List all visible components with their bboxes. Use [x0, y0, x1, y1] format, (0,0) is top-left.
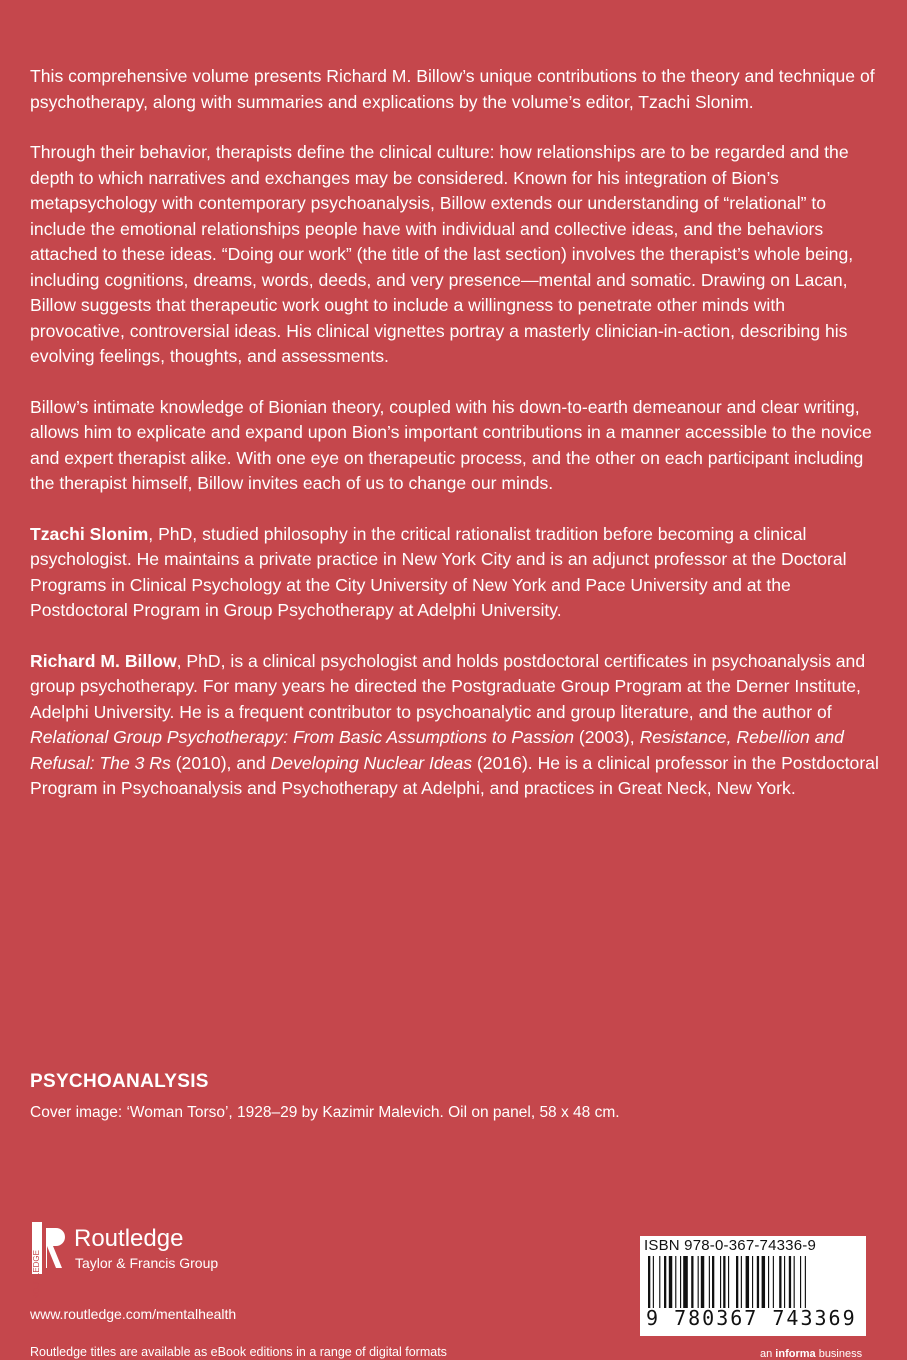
blurb-paragraph-3: Billow’s intimate knowledge of Bionian theory, coupled with his down-to-earth demeanour and clear writing, allows him to explicate and expand upon Bion’s important contributions in a manner accessible to the novice and expert therapist alike. With one eye on therapeutic process, and the other on each participant including the therapist himself, Billow invites each of us to change our minds. — [30, 396, 872, 493]
barcode-digits: 9 780367 743369 — [646, 1306, 857, 1330]
barcode-bar — [728, 1256, 729, 1308]
barcode-bar — [683, 1256, 688, 1308]
barcode-bar — [794, 1256, 795, 1308]
subject-category: PSYCHOANALYSIS — [30, 1071, 209, 1092]
barcode-bar — [659, 1256, 660, 1308]
informa-suffix: business — [815, 1348, 863, 1360]
barcode-bar — [768, 1256, 769, 1308]
book-title-2: Resistance, Rebellion and Refusal: The 3 Rs — [30, 727, 844, 773]
barcode-bar — [762, 1256, 765, 1308]
editor-bio — [30, 522, 882, 624]
author-name: Richard M. Billow — [30, 650, 177, 671]
barcode-bar — [712, 1256, 714, 1308]
informa-prefix: an — [760, 1348, 776, 1360]
barcode-bar — [736, 1256, 738, 1308]
barcode-bar — [741, 1256, 742, 1308]
barcode-bar — [805, 1256, 806, 1308]
barcode-bar — [698, 1256, 699, 1308]
barcode-bar — [784, 1256, 785, 1308]
isbn-label: ISBN 978-0-367-74336-9 — [644, 1237, 817, 1254]
informa-brand: informa — [775, 1348, 816, 1360]
barcode-bar — [773, 1256, 774, 1308]
barcode-bar — [720, 1256, 721, 1308]
ebook-note: Routledge titles are available as eBook editions in a range of digital formats — [30, 1345, 447, 1359]
author-bio-text-1: , PhD, is a clinical psychologist and holds postdoctoral certificates in psychoanalysis and group psychotherapy. For many years he directed the Postgraduate Group Program at the Derner Institute, Adelphi University. He is a frequent contributor to psychoanalytic and group literature, and the author of — [30, 650, 866, 722]
editor-name: Tzachi Slonim — [30, 523, 149, 544]
barcode-bar — [680, 1256, 681, 1308]
publisher-name: Routledge — [74, 1225, 184, 1252]
barcode-bar — [757, 1256, 759, 1308]
barcode-bar — [752, 1256, 753, 1308]
publisher-group: Taylor & Francis Group — [75, 1255, 219, 1271]
barcode-bar — [746, 1256, 749, 1308]
barcode-bar — [779, 1256, 781, 1308]
barcode-bar — [800, 1256, 801, 1308]
barcode-bar — [691, 1256, 693, 1308]
barcode-bar — [709, 1256, 710, 1308]
book-title-1: Relational Group Psychotherapy: From Basic Assumptions to Passion — [30, 727, 575, 747]
blurb-paragraph-1: This comprehensive volume presents Richard M. Billow’s unique contributions to the theory and technique of psychotherapy, along with summaries and explications by the volume’s editor, Tzachi Slonim. — [30, 66, 875, 112]
barcode-bar — [648, 1256, 650, 1308]
blurb-paragraph-2: Through their behavior, therapists define the clinical culture: how relationships are to be regarded and the depth to which narratives and exchanges may be considered. Known for his integration of Bion’s metapsychology with contemporary psychoanalysis, Billow extends our understanding of “relational” to include the emotional relationships people have with individual and collective ideas, and the behaviors attached to these ideas. “Doing our work” (the title of the last section) involves the therapist’s whole being, including cognitions, dreams, words, deeds, and very presence—mental and somatic. Drawing on Lacan, Billow suggests that therapeutic work ought to include a willingness to penetrate other minds with provocative, controversial ideas. His clinical vignettes portray a masterly clinician-in-action, describing his evolving feelings, thoughts, and assessments. — [30, 142, 854, 366]
barcode-bar — [701, 1256, 704, 1308]
barcode-bar — [789, 1256, 791, 1308]
publisher-logo — [30, 1222, 290, 1300]
author-bio-text-4: (2016). He is a clinical professor in the Postdoctoral Program in Psychoanalysis and Psychotherapy at Adelphi, and practices in Great Neck, New York. — [30, 752, 879, 798]
barcode-bar — [669, 1256, 672, 1308]
barcode-bar — [664, 1256, 666, 1308]
logo-side-text: ROUTLEDGE — [32, 1250, 41, 1300]
back-cover-text — [30, 64, 882, 827]
book-title-3: Developing Nuclear Ideas — [270, 752, 473, 773]
author-bio-text-3: (2010), and — [170, 752, 271, 773]
barcode-bar — [675, 1256, 676, 1308]
barcode-bar — [653, 1256, 654, 1308]
editor-bio-text: , PhD, studied philosophy in the critical rationalist tradition before becoming a clinical psychologist. He maintains a private practice in New York City and is an adjunct professor at the Doctoral Programs in Clinical Psychology at the City University of New York and Pace University and at the Postdoctoral Program in Group Psychotherapy at Adelphi University. — [30, 523, 847, 620]
author-bio — [30, 649, 882, 802]
informa-tagline — [760, 1348, 862, 1360]
author-bio-text-2: (2003), — [574, 727, 640, 747]
cover-image-credit: Cover image: ‘Woman Torso’, 1928–29 by Kazimir Malevich. Oil on panel, 58 x 48 cm. — [30, 1104, 620, 1121]
barcode-bar — [723, 1256, 725, 1308]
barcode-bars — [648, 1256, 858, 1308]
isbn-barcode — [640, 1236, 866, 1336]
publisher-url[interactable]: www.routledge.com/mentalhealth — [30, 1306, 237, 1322]
